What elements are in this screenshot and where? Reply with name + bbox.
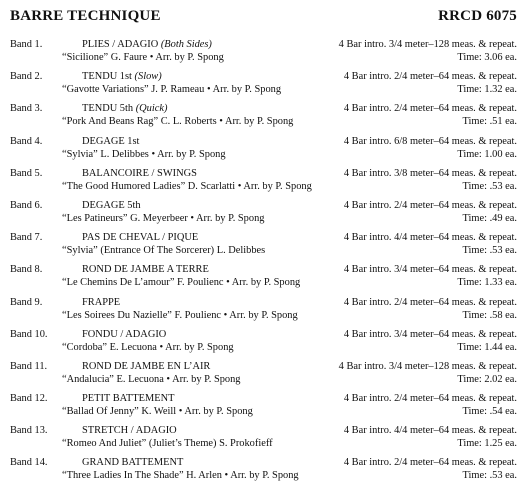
music-credit: “Gavotte Variations” J. P. Rameau • Arr. by P. Spong (62, 84, 282, 96)
band-row (0, 135, 525, 167)
band-number: Band 9. (10, 296, 43, 308)
track-time: Time: .58 ea. (462, 309, 517, 321)
music-credit: “Sylvia” (Entrance Of The Sorcerer) L. Delibbes (62, 245, 266, 257)
catalog-number: RRCD 6075 (438, 8, 517, 24)
intro-meter: 4 Bar intro. 2/4 meter–64 meas. & repeat. (343, 199, 517, 211)
intro-meter: 4 Bar intro. 4/4 meter–64 meas. & repeat. (343, 425, 517, 437)
band-row (0, 231, 525, 263)
intro-meter: 4 Bar intro. 3/4 meter–64 meas. & repeat. (343, 328, 517, 340)
exercise-name: DEGAGE 1st (82, 135, 140, 147)
band-row (0, 296, 525, 328)
track-time: Time: .49 ea. (462, 212, 517, 224)
band-number: Band 2. (10, 71, 43, 83)
band-number: Band 4. (10, 135, 43, 147)
exercise-name: FONDU / ADAGIO (82, 328, 167, 340)
band-number: Band 5. (10, 167, 43, 179)
exercise-name: FRAPPE (82, 296, 121, 308)
exercise-note: (Both Sides) (160, 39, 212, 50)
band-number: Band 11. (10, 360, 48, 372)
track-time: Time: 3.06 ea. (457, 52, 517, 63)
intro-meter: 4 Bar intro. 2/4 meter–64 meas. & repeat. (343, 103, 517, 115)
music-credit: “Romeo And Juliet” (Juliet’s Theme) S. Prokofieff (62, 438, 273, 450)
music-credit: “Sicilione” G. Faure • Arr. by P. Spong (62, 52, 224, 63)
track-time: Time: .53 ea. (462, 470, 517, 482)
track-time: Time: .53 ea. (462, 180, 517, 192)
band-row (0, 328, 525, 360)
intro-meter: 4 Bar intro. 2/4 meter–64 meas. & repeat. (343, 71, 517, 83)
exercise-name: GRAND BATTEMENT (82, 457, 184, 469)
intro-meter: 4 Bar intro. 3/4 meter–64 meas. & repeat. (343, 264, 517, 276)
exercise-name: TENDU 5th (Quick) (82, 103, 168, 115)
band-row (0, 424, 525, 456)
intro-meter: 4 Bar intro. 3/8 meter–64 meas. & repeat. (343, 167, 517, 179)
track-time: Time: 1.32 ea. (457, 84, 517, 96)
music-credit: “Sylvia” L. Delibbes • Arr. by P. Spong (62, 148, 226, 160)
music-credit: “Le Chemins De L’amour” F. Poulienc • Arr. by P. Spong (62, 277, 301, 289)
band-number: Band 1. (10, 39, 43, 50)
band-row (0, 38, 525, 70)
exercise-name: BALANCOIRE / SWINGS (82, 167, 197, 179)
track-time: Time: .53 ea. (462, 245, 517, 257)
exercise-name: PAS DE CHEVAL / PIQUE (82, 232, 199, 244)
band-number: Band 3. (10, 103, 43, 115)
exercise-name: DEGAGE 5th (82, 199, 141, 211)
band-row (0, 263, 525, 295)
music-credit: “Cordoba” E. Lecuona • Arr. by P. Spong (62, 341, 234, 353)
band-row (0, 360, 525, 392)
band-list (0, 38, 525, 489)
track-time: Time: .54 ea. (462, 406, 517, 418)
band-row (0, 392, 525, 424)
page-header (10, 8, 517, 28)
intro-meter: 4 Bar intro. 2/4 meter–64 meas. & repeat. (343, 296, 517, 308)
track-time: Time: 1.33 ea. (457, 277, 517, 289)
track-time: Time: .51 ea. (462, 116, 517, 128)
exercise-note: (Slow) (134, 71, 162, 83)
exercise-name: TENDU 1st (Slow) (82, 71, 162, 83)
exercise-note: (Quick) (135, 103, 168, 115)
music-credit: “Ballad Of Jenny” K. Weill • Arr. by P. Spong (62, 406, 253, 418)
band-row (0, 102, 525, 134)
intro-meter: 4 Bar intro. 4/4 meter–64 meas. & repeat. (343, 232, 517, 244)
intro-meter: 4 Bar intro. 2/4 meter–64 meas. & repeat. (343, 393, 517, 405)
music-credit: “Pork And Beans Rag” C. L. Roberts • Arr. by P. Spong (62, 116, 294, 128)
music-credit: “Les Patineurs” G. Meyerbeer • Arr. by P. Spong (62, 212, 265, 224)
track-time: Time: 1.44 ea. (457, 341, 517, 353)
music-credit: “Les Soirees Du Nazielle” F. Poulienc • Arr. by P. Spong (62, 309, 298, 321)
band-row (0, 167, 525, 199)
band-number: Band 13. (10, 425, 48, 437)
band-row (0, 70, 525, 102)
exercise-name: ROND DE JAMBE EN L’AIR (82, 360, 211, 372)
music-credit: “Three Ladies In The Shade” H. Arlen • Arr. by P. Spong (62, 470, 299, 482)
exercise-name: STRETCH / ADAGIO (82, 425, 177, 437)
band-number: Band 10. (10, 328, 48, 340)
band-number: Band 12. (10, 393, 48, 405)
track-time: Time: 2.02 ea. (457, 373, 517, 385)
band-number: Band 14. (10, 457, 48, 469)
exercise-name: ROND DE JAMBE A TERRE (82, 264, 209, 276)
track-time: Time: 1.00 ea. (457, 148, 517, 160)
track-time: Time: 1.25 ea. (457, 438, 517, 450)
exercise-name: PLIES / ADAGIO (Both Sides) (82, 39, 212, 50)
exercise-name: PETIT BATTEMENT (82, 393, 175, 405)
band-row (0, 199, 525, 231)
band-number: Band 7. (10, 232, 43, 244)
intro-meter: 4 Bar intro. 2/4 meter–64 meas. & repeat. (343, 457, 517, 469)
album-title: BARRE TECHNIQUE (10, 8, 161, 24)
intro-meter: 4 Bar intro. 6/8 meter–64 meas. & repeat. (343, 135, 517, 147)
band-row (0, 456, 525, 488)
music-credit: “Andalucia” E. Lecuona • Arr. by P. Spong (62, 373, 241, 385)
music-credit: “The Good Humored Ladies” D. Scarlatti • Arr. by P. Spong (62, 180, 312, 192)
intro-meter: 4 Bar intro. 3/4 meter–128 meas. & repeat. (338, 39, 517, 50)
band-number: Band 6. (10, 199, 43, 211)
band-number: Band 8. (10, 264, 43, 276)
intro-meter: 4 Bar intro. 3/4 meter–128 meas. & repeat. (338, 360, 517, 372)
